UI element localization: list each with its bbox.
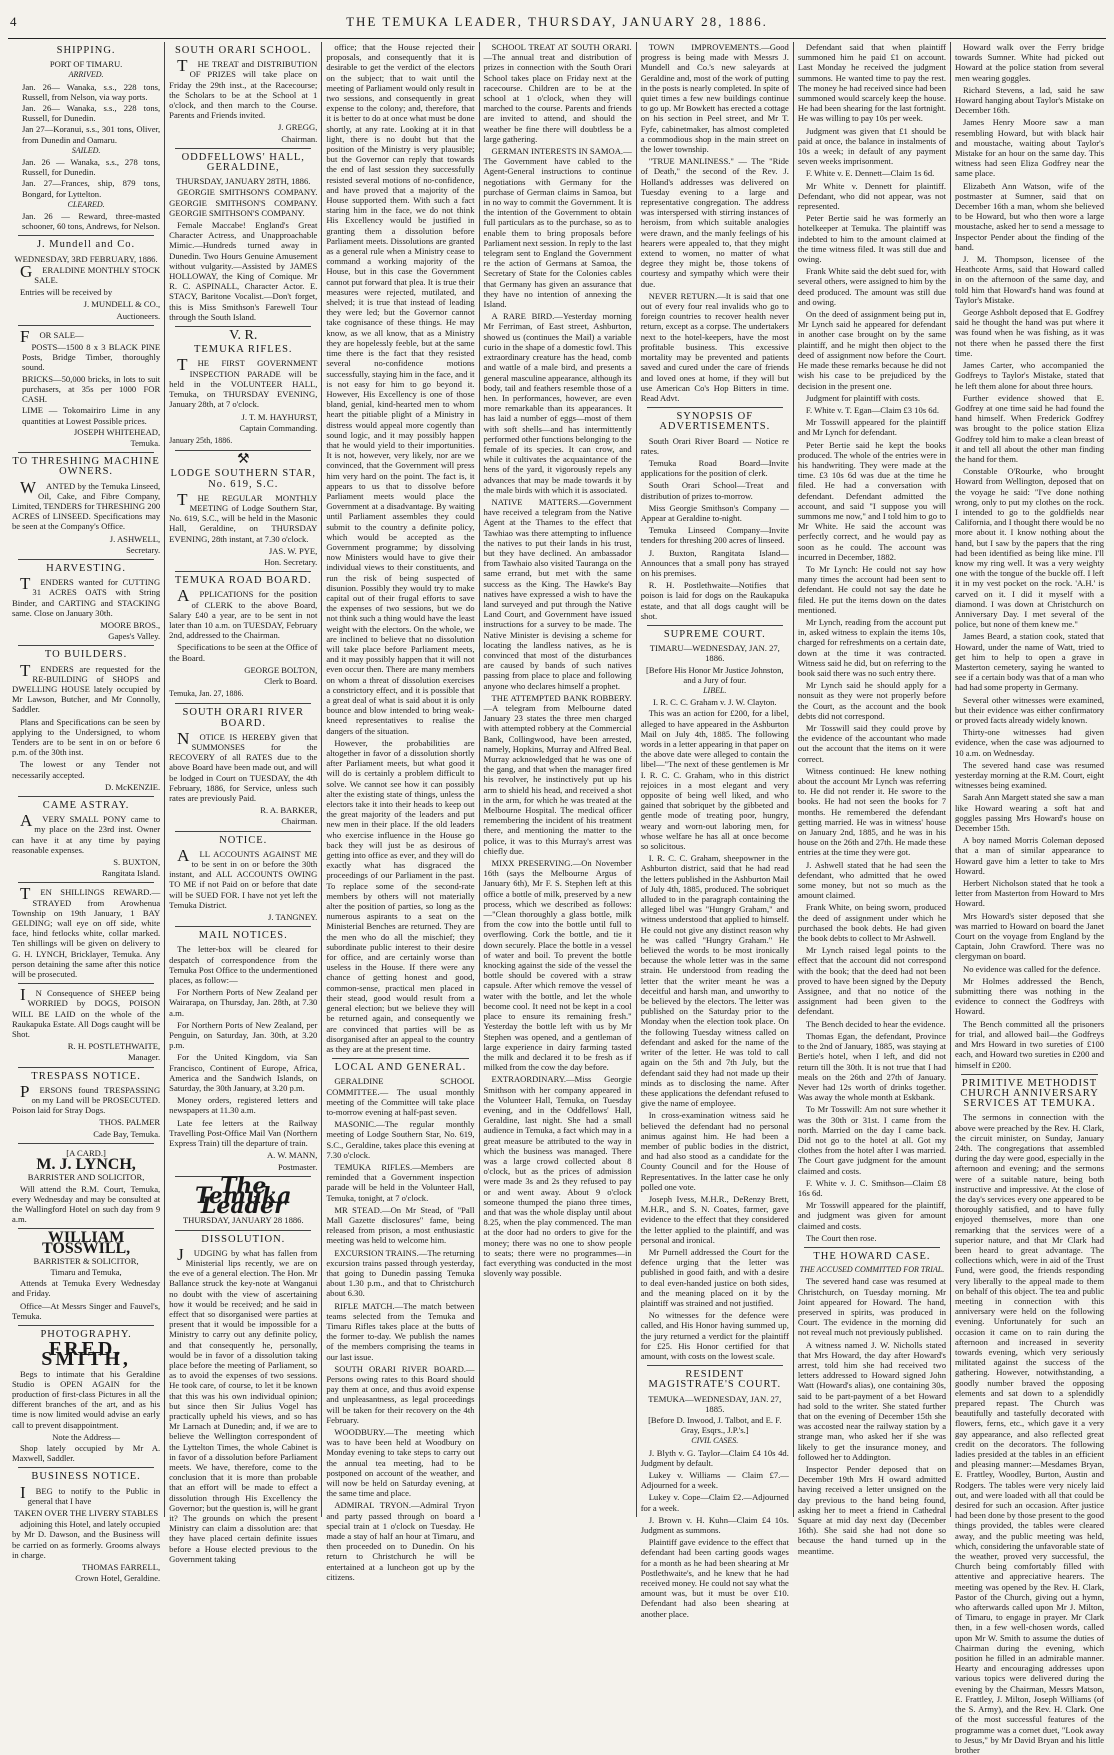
court-paragraph: On the deed of assignment being put in, Mr Lynch said he appeared for defendant in another case brought on by the same plaintiff, and he might then object to the deed of assignment now before the Court. He made these remarks because he did not wish his case to be prejudiced by the decision in the present one. [797,309,947,391]
divider [18,452,154,453]
divider [804,1247,940,1248]
photo-note: Note the Address— [52,1431,120,1442]
local-item: GERALDINE SCHOOL COMMITTEE.— The usual monthly meeting of the Committee will take place to-morrow evening at half-past seven. [326,1076,475,1117]
local-item: MR STEAD.—On Mr Stead, of "Pall Mall Gazette disclosures" fame, being released from prison, a most enthusiastic meeting was held to welcome him. [326,1204,475,1246]
tosswill-office: Office—At Messrs Singer and Fauvel's, Temuka. [12,1300,161,1321]
local-item: TEMUKA RIFLES.—Members are reminded that a Government inspection parade will be held in the Volunteer Hall, Temuka, tonight, at 7 o'clock. [326,1161,475,1203]
divider [647,1365,783,1366]
libel-body: This was an action for £200, for a libel, alleged to have appeared in the Ashburton Mail on July 4th, 1885. The following words in a letter appearing in that paper on the above date were alleged to contain the libel—"The next of these gentlemen is Mr I. R. C. C. Graham, who in this district rejoices in a most elegant and very opposite of being well liked, and who gained that sobriquet by the gibbeted and gentle mode of treating poor, hungry, weary and worn-out laboring men, for whose welfare he has all at once become so solicitous. [640,708,789,852]
news-item: MIXX PRESERVING.—On November 16th (says the Melbourne Argus of January 6th), Mr F. S. Stephen left at this office a bottle of milk, preserved by a new process, which we described as follows:—"Clean thoroughly a glass bottle, milk from the cow into the bottle until full to overflowing. Cork the bottle, and tie it down securely. Place the bottle in a vessel of water and boil. To prevent the bottle knocking against the side of the vessel the bottle should be covered with a straw capsule. After which remove the vessel of water with the bottle, and let the whole become cool. It need not be kept in a cool place to ensure its remaining fresh." Yesterday the bottle left with us by Mr Stephen was opened, and a gentleman of large experience in dairy farming tasted the milk and declared it to be fresh as if milked from the cow the day before. [483,858,632,1073]
mail-body-2: For Northern Ports of New Zealand per Wairarapa, on Thursday, Jan. 28th, at 7.30 a.m. [169,987,318,1018]
town-improvements: TOWN IMPROVEMENTS.—Good progress is being made with Messrs J. Mundell and Co.'s new saleyards at Geraldine and, most of the work of putting in the posts is nearly completed. In spite of quiet times a few new buildings continue to go up. Mr Bowkett has erected a cottage on his section in Peel street, and Mr T. Fyfe, cabinetmaker, has almost completed a commodious shop in the main street on the lower township. [640,42,789,155]
business-body: IBEG to notify to the Public in general that I have [20,1482,161,1506]
river-board-signature: R. A. BARKER, [260,805,318,816]
forsale-signature: JOSEPH WHITEHEAD, [73,426,161,437]
court-paragraph: Mr White v. Dennett for plaintiff. Defendant, who did not appear, was not represented. [797,180,947,212]
local-item: EXCURSION TRAINS.—The returning excursion trains passed through yesterday, that going to Dunedin passing Temuka about 1.30 p.m., and that to Christchurch about 6.30. [326,1247,475,1299]
column-6 [794,42,951,1556]
synopsis-item: R. H. Postlethwaite—Notifies that poison is laid for dogs on the Raukapuka estate, and that all dogs caught will be shot. [640,580,789,621]
page-header [0,0,1114,40]
newspaper-title: THE TEMUKA LEADER, THURSDAY, JANUARY 28, 1886. [346,14,768,29]
libel-body: In cross-examination witness said he believed the defendant had no personal animus against him. He had been a member of public bodies in the district, and had also stood as a candidate for the County Council and for the House of Representatives. In the latter case he only polled one vote. [640,1110,789,1192]
rm-court-before: [Before D. Inwood, J. Talbot, and E. F. Gray, Esqrs., J.P.'s.] [648,1415,782,1436]
divider [18,1143,154,1144]
libel-body: I. R. C. C. Graham, sheepowner in the Ashburton district, said that he had read the letters published in the Ashburton Mail of July 4th, 1885, produced. The sobriquet alluded to in the paragraph containing the alleged libel was "Hungry Graham," and witness understood that applied to himself. He could not give any distinct reason why he was called "Hungry Graham." He believed the words to be most ironically because the whole letter was in the same strain. He understood from reading the letter that the writer meant he was a deceitful and harsh man, and unworthy to be believed by the electors. The letter was published on the Saturday prior to the Monday when the election took place. On the following Tuesday witness called on defendant and asked for the name of the writer of the letter. He was told to call again on the 5th and 7th July, but the defendant said they had not made up their minds as to disclosing the name. After these applications the defendant refused to give the name of employee. [640,853,789,1109]
divider [18,983,154,984]
divider [18,1325,154,1326]
divider [175,831,311,832]
howard-paragraph: J. M. Thompson, licensee of the Heathcote Arms, said that Howard called in on the afternoon of the same day, and told him that Howard's hand was found at Taylor's Mistake. [955,254,1105,305]
local-item: ADMIRAL TRYON.—Admiral Tryon and party passed through on board a special train at 1 o'clock on Tuesday. He made a stay of half an hour at Timaru, and then proceeded on to Dunedin. On his return to Christchurch he will be entertained at a luncheon got up by the citizens. [326,1500,475,1582]
divider [18,1067,154,1068]
builders-signature: D. McKENZIE. [105,781,161,792]
sailed-entry: Jan. 26 — Wanaka, s.s., 278 tons, Russell, for Dunedin. [22,157,161,178]
editorial-continued-2: However, the probabilities are altogether in favor of a dissolution shortly after Parliament meets, but what good it will do is certainly a problem difficult to solve. We cannot see how it can possibly alter the existing state of things, unless the electors take it into their heads to keep out the great majority of the leaders and put new men in their place. If the old leaders who exercise influence in the House go back they will just be as desirous of getting into office as ever, and they will do exactly what has disgraced the proceedings of our Parliament in the past. To replace some of the second-rate members by others will not materially alter the position of parties, so long as the numerous aspirants to a seat on the Ministerial Benches are returned. They are the men who do all the mischief; they subordinate public interest to their desire for office, and are certainly worse than useless in the House. If there were any chance of getting honest and good, common-sense, practical men placed in their stead, good would result from a general election; but we believe they will be returned again, and consequently we are convinced that parties will be as disorganised after an appeal to the country as they are at the present time. [326,737,475,1054]
divider [332,1058,468,1059]
column-3 [322,42,479,1582]
masonic-emblem-icon: ⚒ [236,452,250,468]
howard-paragraph: Constable O'Rourke, who brought Howard from Wellington, deposed that on the voyage he said: "I've done nothing wrong, only to put my clothes on the rock. I intended to go to the goldfields near California, and I thought there would be no more about it. I know nothing about the hand, but I saw by the papers that the ring had been identified as being like mine. I'll know my ring well. It was a very weighty one with the tongue of the buckle off. I left it in my vest pocket on the rock. 'A.H.' is carved on it. I did it myself with a diamond. I was down at Christchurch on Anniversary Day. I met several of the police, but none of them knew me." [955,466,1105,630]
civil-case: J. Brown v. H. Kuhn—Claim £4 10s. Judgment as summons. [640,1514,789,1536]
court-paragraph: F. White v. E. Dennett—Claim 1s 6d. [805,168,935,179]
libel-case: I. R. C. C. Graham v. J. W. Clayton. [652,697,777,708]
trespass-place: Cade Bay, Temuka. [93,1128,161,1139]
editorial-heading: DISSOLUTION. [201,1233,286,1245]
libel-body: Mr Purnell addressed the Court for the defence urging that the letter was published in good faith, and with a desire to deal even-handed justice on both sides, and the meaning placed on it by the plaintiff was strained and not justified. [640,1246,789,1308]
rm-court-heading: RESIDENT MAGISTRATE'S COURT. [648,1369,782,1391]
header-rule [8,38,1106,39]
mundell-entries: Entries will be received by [20,287,113,298]
howard-paragraph: George Ashbolt deposed that E. Godfrey said he thought the hand was put where it was found when he was fishing, as it was not there when he passed there the first time. [955,307,1105,358]
oddfellows-date: THURSDAY, JANUARY 28TH, 1886. [176,176,311,187]
tosswill-body: Attends at Temuka Every Wednesday and Friday. [12,1278,161,1299]
methodist-paragraph: The sermons in connection with the above were preached by the Rev. H. Clark, the circuit minister, on Sunday, January 24th. The congregations that assembled during the day were good, especially in the afternoon and evening; and the sermons were of a suitable nature, being both instructive and impressive. At the close of the day's services every one appeared to be thoroughly satisfied, and to have fully enjoyed themselves, more than one remarking that the services were of a superior nature, and that Mr Clark had been heard to great advantage. The collections which, were in aid of the Trust Fund, were good, the friends responding very liberally to the appeal made to them on behalf of this object. The tea and public meeting in connection with this anniversary were held on the following evening. Unfortunately for such an occasion it came on to rain during the afternoon and increased in severity towards evening, which very seriously militated against the success of the gathering. However, notwithstanding, a goodly number braved the opposing elements and sat down to a splendidly prepared repast. The Church was beautifully and tastefully decorated with flowers, ferns, etc., which gave it a very gay appearance, and also reflected great credit on the decorators. The following ladies presided at the tables in an efficient and pleasing manner:—Mesdames Bryan, E. Frattley, Woodley, Burton, Austin and Rodgers. The tables were very nicely laid out, and were loaded with all that could be desired for such an occasion. After justice had been done by those present to the good things provided, the tables were cleared away, and the public meeting was held, which, considering the unfavorable state of the weather, proved very successful, the Church being comfortably filled with attentive and appreciative hearers. The meeting was opened by the Rev. H. Clark, Pastor of the Church, giving out a hymn, who afterwards called upon Mr J. Milton, of Timaru, to engage in prayer. Mr Clark then, in a few well-chosen words, called upon Mr W. Smith to assume the duties of Chairman during the evening, which position he filled in an admirable manner. Hearty and encouraging addresses upon various topics were delivered during the evening by the Chairman, Messrs Matson, E. Frattley, J. Milton, Joseph Williams (of the S. Army), and the Rev. H. Clark. One of the most successful features of the programme was a cornet duet, "Look away to Jesus," by Mr David Bryan and his little brother [955,1112,1105,1755]
lodge-heading: LODGE SOUTHERN STAR, No. 619, S.C. [170,468,316,490]
tosswill-role: BARRISTER & SOLICITOR, [33,1255,139,1266]
divider [18,882,154,883]
road-board-body: APPLICATIONS for the position of CLERK to the above Board, Salary £40 a year, are to be sent in not later than 10 a.m. on TUESDAY, February 2nd, addressed to the Chairman. [169,586,318,641]
court-paragraph: To Mr Lynch: He could not say how many times the account had been sent to defendant. He could not say the date he filed. He put the items down on the dates mentioned. [797,563,947,615]
howard-paragraph: James Carter, who accompanied the Godfreys to Taylor's Mistake, stated that he left them alone for about three hours. [955,360,1105,391]
rifles-signature: J. T. M. HAYHURST, [241,411,318,422]
editorial-continued: office; that the House rejected their proposals, and consequently that it is desirable to get the verdict of the electors on the subject; that to wait until the meeting of Parliament would only result in two sessions, and consequently in great expense to the colony; and, therefore, that it is better to do at once what must be done shortly, at any rate. Looking at it in that light, there is no doubt but that the position of the Ministry is very plausible; but the Governor can reply that towards the end of last session they successfully resisted several motions of no-confidence, and have proved that a majority of the House supported them. With such a fact staring him in the face, we do not think His Excellency would be justified in granting them a dissolution before Parliament meets. Dissolutions are granted as a general rule when a Ministry cease to command a working majority of the House, but in this case the Government cannot put forward that plea. It is true their measures were rejected, mutilated, and shelved; it is true that instead of leading they were led; but the Governor cannot take cognisance of these things. He may know, as we all know, that as a Ministry they are hopelessly feeble, but at the same time there is the fact that they resisted several no-confidence motions successfully, staying him in the face, and it is not easy for him to go beyond it. However, His Excellency is one of those bland, genial, kind-hearted men to whom heart the pitiable plight of a Ministry in distress would appeal more cogently than sound logic, and it may possibly happen that he would yield to their importunities. It is not, however, very likely, nor are we convinced, that the Government will press him very hard on the point. The fact is, it appears to us that to dissolve before Parliament meets would place the Government at a disadvantage. By waiting until Parliament assembles they could submit to the country a definite policy, which would be accepted as the Government programme; by dissolving now Ministers would have to give their individual views to their constituents, and run the risk of being suspected of disunion. Possibly they would try to make capital out of their frugal efforts to save the expenses of two sessions, but we do not think such a thing would have the least weight with the electors. On the whole, we are inclined to believe that no dissolution will take place before Parliament meets, and it may possibly happen that it will not even occur then. There are many members on whom a threat of dissolution exercises a constrictory effect, and it is possible that a great deal of what is said about it is only bounce and blow intended to bring weak-kneed representatives to realise the dangers of the situation. [326,42,475,736]
howard-paragraph: Inspector Pender deposed that on December 19th Mrs H oward admitted having received a letter unsigned on the day previous to the hand being found, asking her to meet a friend in Cathedral Square at mid day next day (December 16th). She said she had not done so because the hand turned up in the meantime. [797,1464,947,1556]
harvesting-heading: HARVESTING. [46,562,127,574]
river-board-body: NOTICE IS HEREBY given that SUMMONSES for the RECOVERY of all RATES due to the above Board have been made out, and will be lodged in Court on TUESDAY, the 4th February, 1886, for Service, unless such rates are previously Paid. [169,728,318,803]
court-paragraph: Defendant said that when plaintiff summoned him he paid £1 on account. Last Monday he received the judgment summons. He wanted time to pay the rest. The money he had received since had been summoned would scarcely keep the house. He had been shearing for the last fortnight. He was willing to pay 10s per week. [797,42,947,124]
builders-body-3: The lowest or any Tender not necessarily accepted. [12,759,161,780]
court-paragraph: Thomas Egan, the defendant, Province to the 2nd of January, 1885, was staying at Bertie's hotel, when I left, and did not return till the 30th. It is not true that I had meals on the 26th and 27th of January. Never had 12s worth of drinks together. Was away the whole month at Eskbank. [797,1030,947,1103]
court-paragraph: Judgment was given that £1 should be paid at once, the balance in instalments of 10s a week; in default of any payment seven weeks imprisonment. [797,125,947,167]
builders-body: TENDERS are requested for the RE-BUILDING of SHOPS and DWELLING HOUSE lately occupied by Mr Lawson, Butcher, and Mr Connolly, Saddler. [12,660,161,715]
howard-paragraph: Mr Holmes addressed the Bench, submitting there was nothing in the evidence to connect the Godfreys with Howard. [955,975,1105,1017]
civil-case: Lukey v. Williams — Claim £7.— Adjourned for a week. [640,1470,789,1491]
divider [175,926,311,927]
mundell-role: Auctioneers. [116,310,161,321]
column-1 [8,42,165,1584]
divider [175,1230,311,1231]
business-signature: THOMAS FARRELL, [82,1562,161,1572]
oddfellows-body-2: Female Maccabe! England's Great Character Actress, and Unapproachable Mimic.—Hundreds turned away in Dunedin. Two Hours Genuine Amusement without vulgarity.—Assisted by JAMES HOLLOWAY, the King of Comique. Mr R. C. ASPINALL, Character Actor. E. STACY, Baritone Vocalist.—Don't forget, this is Miss Smithson's Farewell Tour through the South Island. [169,220,318,322]
sheep-signature: R. H. POSTLETHWAITE, [67,1041,161,1052]
court-paragraph: Mr Lynch, reading from the account put in, asked witness to explain the items 10s, charged for refreshments on a certain date, down at the time it was contracted. Witness said he did, but on referring to the book said there was no such entry there. [797,616,947,678]
howard-subheading: THE ACCUSED COMMITTED FOR TRIAL. [799,1265,945,1275]
forsale-item: BRICKS—50,000 bricks, in lots to suit purchasers, at 35s per 1000 FOR CASH. [22,373,161,405]
business-body-3: adjoining this Hotel, and lately occupied by Mr D. Dawson, and the Business will be carried on as formerly. Grooms always in charge. [12,1519,161,1560]
notice-body: ALL ACCOUNTS AGAINST ME to be sent in on or before the 30th instant, and ALL ACCOUNTS OWING TO ME if not Paid on or before that date will be SUED FOR. I have not yet left the Temuka District. [169,845,318,910]
arrival-entry: Jan 27—Koranui, s.s., 301 tons, Oliver, from Dunedin and Oamaru. [22,124,161,145]
howard-heading: THE HOWARD CASE. [813,1250,931,1262]
howard-paragraph: Richard Stevens, a lad, said he saw Howard hanging about Taylor's Mistake on December 16th. [955,84,1105,116]
astray-heading: CAME ASTRAY. [42,800,130,811]
oddfellows-body: GEORGIE SMITHSON'S COMPANY. GEORGIE SMITHSON'S COMPANY. GEORGIE SMITHSON'S COMPANY. [169,187,318,218]
rifles-date: January 25th, 1886. [169,435,233,445]
court-paragraph: Mr Tosswill said they could prove by the evidence of the accountant who made out the account that the items on it were correct. [797,723,947,764]
leader-masthead: The Temuka Leader [194,1172,292,1220]
synopsis-item: Temuka Road Board—Invite applications for the position of clerk. [640,457,789,479]
columns [8,42,1108,1755]
cleared-label: CLEARED. [67,199,105,209]
divider [18,559,154,560]
mundell-heading: J. Mundell and Co. [36,239,136,251]
court-paragraph: To Mr Tosswill: Am not sure whether it was the 30th or 31st. I came from the north. Married on the day I came back. Did not go to the hotel at all. Got my clothes from the hotel after I was married. The Court gave judgment for the amount claimed and costs. [797,1104,947,1176]
divider [18,325,154,326]
howard-paragraph: Howard walk over the Ferry bridge towards Sumner. White had picked out Howard at the police station from several men wearing goggles. [955,42,1105,83]
harvesting-signature: MOORE BROS., [100,619,161,630]
photo-address: Shop lately occupied by Mr A. Maxwell, Saddler. [12,1442,161,1464]
mail-body-4: For the United Kingdom, via San Francisco, Continent of Europe, Africa, America and the Sandwich Islands, on Saturday, the 30th January, at 3.20 p.m. [169,1052,318,1094]
rifles-role: Captain Commanding. [239,422,318,433]
mail-body-3: For Northern Ports of New Zealand, per Penguin, on Saturday, Jan. 30th, at 3.20 p.m. [169,1019,318,1051]
river-board-heading: SOUTH ORARI RIVER BOARD. [182,707,304,729]
supreme-court-before: [Before His Honor Mr Justice Johnston, and a Jury of four. [646,664,784,685]
howard-paragraph: The severed hand case was resumed yesterday morning at the R.M. Court, eight witnesses being examined. [955,759,1105,791]
rm-body: Plaintiff gave evidence to the effect that defendant had been carting goods wages for a month as he had been shearing at Mr Postlethwaite's, and he knew that he had received money. He could not say what the amount was, but it must be over £10. Defendant had also been shearing at another place. [640,1537,789,1619]
page-number: 4 [10,14,17,29]
arrived-label: ARRIVED. [68,70,104,80]
road-board-role: Clerk to Board. [264,675,318,686]
arrival-entry: Jan. 26— Wanaka, s.s., 228 tons, Russell, from Nelson, via way ports. [22,81,161,102]
photo-name: FRED. SMITH, [41,1338,131,1371]
sheep-role: Manager. [127,1052,161,1063]
notice-heading: NOTICE. [219,834,268,846]
news-item: EXTRAORDINARY.—Miss Georgie Smithson with her company appeared in the Volunteer Hall, Temuka, on Tuesday evening, and in the Oddfellows' Hall, Geraldine, last night. She had a small audience in Temuka, a fact which may in a great measure be attributed to the way in which the business was managed. There was a large crowd collected about 8 o'clock, but as the prices of admission were made 3s and 2s they refused to pay or and went away. About 9 o'clock someone thumped the piano three times, and that was the whole display until about 8.25, when the play commenced. The man at the door had no orders to give for the money; there was no one to show people to seats; there were no programmes—in fact everything was conducted in the most slovenly way possible. [483,1074,632,1279]
local-item: MASONIC.—The regular monthly meeting of Lodge Southern Star, No. 619, S.C., Geraldine, takes place this evening at 7.30 o'clock. [326,1119,475,1160]
howard-paragraph: Thirty-one witnesses had given evidence, when the case was adjourned to 10 a.m. on Wednesday. [955,727,1105,758]
court-paragraph: F. White v. T. Egan—Claim £3 10s 6d. [805,404,940,415]
divider [647,625,783,626]
column-4 [480,42,637,1517]
shipping-heading: SHIPPING. [56,45,116,56]
divider [175,148,311,149]
lynch-body: Will attend the R.M. Court, Temuka, every Wednesday and may be consulted at the Wallingford Hotel on such day from 9 a.m. [12,1183,161,1225]
news-item: THE ATTEMPTED BANK ROBBERY.—A telegram from Melbourne dated January 23 states the three men charged with attempted robbery at the Commercial Bank, Collingwood, have been arrested, namely, Hopkins, Murray and Alfred Beal. Murray acknowledged that he was one of the gang, and that when the manager fired his revolver, he instinctively put up his arm to shield his head, and received a shot in the arm, for which he was treated at the Melbourne Hospital. The medical officer remembering the incident of his treatment there, and mentioning the matter to the police, it was to this Murray's arrest was chiefly due. [483,692,632,856]
court-paragraph: Mr Lynch said he should apply for a nonsuit as they were not properly before the Court, as the account and the book debts did not correspond. [797,680,947,721]
supreme-court-heading: SUPREME COURT. [663,628,766,640]
lynch-role: BARRISTER AND SOLICITOR, [27,1172,145,1183]
mundell-date: WEDNESDAY, 3RD FEBRUARY, 1886. [14,253,158,264]
orari-school-heading: SOUTH ORARI SCHOOL. [174,45,312,56]
howard-paragraph: No evidence was called for the defence. [963,963,1101,974]
local-item: RIFLE MATCH.—The match between teams selected from the Temuka and Timaru Rifles takes place at the butts of the former to-day. We publish the names of the members comprising the teams in our last issue. [326,1300,475,1362]
sailed-label: SAILED. [71,145,101,155]
card-label: [A CARD.] [66,1147,106,1158]
synopsis-item: Miss Georgie Smithson's Company — Appear at Geraldine to-night. [640,502,789,523]
road-board-body-2: Specifications to be seen at the Office of the Board. [169,642,318,663]
court-paragraph: Peter Bertie said he kept the books produced. The whole of the entries were in his handwriting. They were made at the time. £3 10s 6d was due at the time he filed. He had a conversation with defendant. Defendant admitted the account, and said "I suppose you will summons me now," and I told him to go to Mr White. He said the account was perfectly correct, and he would pay as soon as he could. The account was incurred in December, 1882. [797,439,947,562]
mail-role: Postmaster. [277,1161,318,1172]
court-paragraph: Mr Lynch raised legal points to the effect that the account did not correspond with the book; that the deed had not been proved to have been signed by the Deputy Assignee, and that no notice of the assignment had been given to the defendant. [797,945,947,1017]
local-item: SOUTH ORARI RIVER BOARD.—Persons owing rates to this Board should pay them at once, and thus avoid expense and unpleasantness, as legal proceedings will be taken for their recovery on the 4th February. [326,1363,475,1425]
howard-paragraph: A boy named Morris Coleman deposed that a man of similar appearance to Howard gave him a letter to take to Mrs Howard. [955,835,1105,876]
civil-case: Lukey v. Cope—Claim £2.—Adjourned for a week. [640,1492,789,1513]
road-board-signature: GEORGE BOLTON, [244,664,318,675]
astray-body: AVERY SMALL PONY came to my place on the 23rd inst. Owner can have it at any time by paying reasonable expenses. [12,811,161,855]
forsale-item: LIME — Tokomairiro Lime in any quantities at Lowest Possible prices. [22,405,161,426]
true-manliness: "TRUE MANLINESS." — The "Ride of Death," the second of the Rev. J. Holland's addresses was delivered on Tuesday evening to a large and representative congregation. The address was interspersed with stirring instances of heroism, from which suitable analogies were drawn, and the manly feelings of his hearers were appealed to, that they might extend to women, no matter of what degree they might be, those tokens of courtesy and sympathy which were their due. [640,156,789,289]
howard-paragraph: The severed hand case was resumed at Christchurch, on Tuesday morning. Mr Joint appeared for Howard. The hand, preserved in spirits, was produced in Court. The evidence in the morning did not reveal much not previously published. [797,1276,947,1338]
court-paragraph: J. Ashwell stated that he had seen the defendant, who admitted that he owed some money, but not so much as the amount claimed. [797,859,947,901]
oddfellows-heading: ODDFELLOWS' HALL, GERALDINE, [181,151,305,174]
mail-body-6: Late fee letters at the Railway Travelling Post-Office Mail Van (Northern Express Train) till the departure of train. [169,1117,318,1149]
lodge-role: Hon. Secretary. [264,556,318,567]
rifles-heading: TEMUKA RIFLES. [193,344,293,356]
howard-paragraph: James Henry Moore saw a man resembling Howard, but with black hair and moustache, waiting about Taylor's Mistake for an hour on the same day. This witness had seen Eliza Godfrey near the same place. [955,117,1105,179]
orari-school-signature: J. GREGG, [277,122,318,133]
threshing-body: WANTED by the Temuka Linseed, Oil, Cake, and Fibre Company, Limited, TENDERS for THRESHING 200 ACRES of LINSEED. Specifications may be seen at the Company's Office. [12,477,161,532]
photo-heading: PHOTOGRAPHY. [40,1328,132,1340]
howard-paragraph: Elizabeth Ann Watson, wife of the postmaster at Sumner, said that on December 16th a man, whom she believed to be Howard, but who then wore a large moustache, asked her to send a message to Inspector Pender about the finding of the hand. [955,180,1105,252]
divider [175,326,311,327]
mail-signature: A. W. MANN, [266,1150,318,1161]
lodge-body: THE REGULAR MONTHLY MEETING of Lodge Southern Star, No. 619, S.C., will be held in the Masonic Hall, Geraldine, on THURSDAY EVENING, 28th instant, at 7.30 o'clock. [169,489,318,544]
mundell-signature: J. MUNDELL & CO., [83,299,161,310]
synopsis-heading: SYNOPSIS OF ADVERTISEMENTS. [659,411,771,433]
port-label: PORT OF TIMARU. [49,59,123,70]
leader-date: THURSDAY, JANUARY 28 1886. [182,1215,304,1226]
howard-paragraph: Several other witnesses were examined, but their evidence was either confirmatory or proved facts already widely known. [955,694,1105,725]
divider [18,235,154,236]
news-item: GERMAN INTERESTS IN SAMOA.— The Government have cabled to the Agent-General instructions to continue negotiations with Germany for the purchase of German claims in Samoa, but in no way to commit the Government. It is the intention of the Government to obtain full particulars as to the purchase, so as to enable them to bring proposals before Parliament next session. In reply to the last telegram sent to England the Government re the action of Germans at Samoa, the Secretary of State for the Colonies cables that Germany has given an assurance that they have no intention of annexing the Island. [483,146,632,310]
lynch-name: M. J. LYNCH, [36,1156,136,1174]
howard-paragraph: James Beard, a station cook, stated that Howard, under the name of Watt, tried to get him to help to open a grave in Masterton cemetery, saying he wanted to see if a certain body was that of a man who had had some property in Germany. [955,631,1105,693]
mundell-body: GERALDINE MONTHLY STOCK SALE. [20,261,161,286]
sheep-body: IN Consequence of SHEEP being WORRIED by DOGS, POISON WILL BE LAID on the whole of the Raukapuka Estate. All Dogs caught will be Shot. [12,985,161,1040]
court-paragraph: Frank White said the debt sued for, with several others, were assigned to him by the deed produced. The amount was still due and owing. [797,266,947,307]
astray-signature: S. BUXTON, [113,857,161,868]
tosswill-place: Timaru and Temuka, [50,1266,122,1277]
synopsis-item: South Orari School—Treat and distribution of prizes to-morrow. [640,480,789,501]
civil-cases-heading: CIVIL CASES. [691,1436,739,1446]
editorial-body: JUDGING by what has fallen from Ministerial lips recently, we are on the eve of a general election. The Hon. Mr Ballance struck the key-note at Wanganui no doubt with the view of ascertaining how it would be received; and he said in effect that so disorganised were parties at present that it would be impossible for a Ministry to carry out any definite policy, and that consequently he, personally, would be in favor of a dissolution taking place before the meeting of Parliament, so as to avoid the expenses of two sessions. He took care, of course, to let it be known that this was his own individual opinion; but since then Sir Julius Vogel has practically upheld his views, and so has Mr Larnach at Dunedin; and, if we are to believe the Wellington correspondent of the Lyttelton Times, the whole Cabinet is in favor of a dissolution before Parliament meets. We have, therefore, come to the conclusion that it is more than probable that an effort will be made to effect a dissolution through His Excellency the Governor; but the question is, will he grant it? The grounds on which the present Ministry can claim a dissolution are: that they have placed certain definite issues before a House elected previous to the Government taking [169,1244,318,1564]
synopsis-item: Temuka Linseed Company—Invite tenders for threshing 200 acres of linseed. [640,525,789,546]
news-item: SCHOOL TREAT AT SOUTH ORARI.—The annual treat and distribution of prizes in connection with the South Orari School takes place on Friday next at the racecourse. Children are to be at the school at 1 o'clock, when they will marched to the course. Parents and friends are invited to attend, and should the weather be fine there will doubtless be a large gathering. [483,42,632,144]
divider [175,703,311,704]
builders-heading: TO BUILDERS. [44,649,128,661]
news-item: NATIVE MATTERS.—Government have received a telegram from the Native Agent at the Thames to the effect that Tawhiao was there attempting to influence the natives to put their lands in his trust, but they have declined. An ambassador from Tawhaio also visited Tauranga on the same errand, but met with the same success as the King. The Hawke's Bay natives have expressed a wish to have the land surveyed and put through the Native Land Court, and Government have issued instructions for a survey to be made. The Native Minister is devising a scheme for locating the landless natives, as he is convinced that most of the disturbances are caused by bands of such natives passing from place to place and following anyone who declares himself a prophet. [483,496,632,691]
trespass-signature: THOS. PALMER [99,1117,161,1128]
synopsis-item: J. Buxton, Rangitata Island—Announces that a small pony has strayed on his premises. [640,547,789,578]
court-paragraph: Witness continued: He knew nothing about the account Mr Lynch was referring to. He did not render it. He swore to the books. He had not seen the books for 7 months. He remembered the defendant getting married. He was in witness' house on January 2nd, 1885, and he was in his house on the 26th and 27th. He made these entries at the time they were got. [797,765,947,858]
local-item: WOODBURY.—The meeting which was to have been held at Woodbury on Monday evening to take steps to carry out the annual tea meeting, had to be postponed on account of the weather, and will now be held on Saturday evening, at the same time and place. [326,1427,475,1499]
court-paragraph: The Court then rose. [805,1232,877,1243]
cleared-entry: Jan. 26 — Reward, three-masted schooner, 60 tons, Andrews, for Nelson. [22,211,161,232]
divider [18,1467,154,1468]
column-5 [637,42,794,1619]
divider [175,450,311,451]
orari-school-role: Chairman. [281,133,318,144]
divider [175,571,311,572]
column-7 [951,42,1108,1755]
synopsis-item: South Orari River Board — Notice re rates. [640,435,789,456]
photo-body: Begs to intimate that his Geraldine Studio is OPEN AGAIN for the production of first-class Pictures in all the different branches of the art, and as his time is now limited would advise an early call to prevent disappointment. [12,1368,161,1430]
rm-court-date: TEMUKA—WEDNESDAY, JAN. 27, 1885. [648,1393,782,1414]
trespass-heading: TRESPASS NOTICE. [31,1070,141,1082]
howard-paragraph: Sarah Ann Margett stated she saw a man like Howard wearing a soft hat and goggles passing Mrs Howard's house on December 15th. [955,792,1105,834]
tosswill-name: WILLIAM TOSSWILL, [41,1229,131,1257]
methodist-heading: PRIMITIVE METHODIST CHURCH ANNIVERSARY SERVICES AT TEMUKA. [960,1077,1099,1110]
rifles-body: THE FIRST GOVERNMENT INSPECTION PARADE will be held in the VOLUNTEER HALL, Temuka, on THURSDAY EVENING, January 28th, at 7 o'clock. [169,355,318,410]
reward-body: TEN SHILLINGS REWARD.— STRAYED from Arowhenua Township on 19th January, 1 BAY GELDING; wall eye on off side, white face, hind fetlocks white, collar marked. Ten shillings will be given on delivery to G. H. LYNCH, Bricklayer, Temuka. Any person detaining the same after this notice will be prosecuted. [12,884,161,980]
court-paragraph: F. White v. J. C. Smithson—Claim £8 16s 6d. [797,1177,947,1198]
business-body-2: TAKEN OVER THE LIVERY STABLES [13,1507,159,1518]
divider [18,796,154,797]
business-heading: BUSINESS NOTICE. [31,1471,141,1483]
howard-paragraph: Further evidence showed that E. Godfrey at one time said he had found the hand himself. When Frederick Godfrey was brought to the police station Eliza Godfrey told him to make a clean breast of it and tell all about the other man finding the hand for them. [955,392,1105,464]
trespass-body: PERSONS found TRESPASSING on my Land will be PROSECUTED. Poison laid for Stray Dogs. [12,1081,161,1116]
libel-body: No witnesses for the defence were called, and His Honor having summed up, the jury returned a verdict for the plaintiff for £25. His Honor certified for that amount, with costs on the lowest scale. [640,1310,789,1361]
supreme-court-date: TIMARU—WEDNESDAY, JAN. 27, 1886. [649,643,780,664]
court-paragraph: Frank White, on being sworn, produced the deed of assignment under which he purchased the book debts. He had given the book debts to collect to Mr Ashwell. [797,902,947,944]
mail-heading: MAIL NOTICES. [198,930,288,942]
forsale-item: POSTS—1500 8 x 3 BLACK PINE Posts, Bridge Timber, thoroughly sound. [22,342,161,373]
court-paragraph: Peter Bertie said he was formerly an hotelkeeper at Temuka. The plaintiff was indebted to him to the amount claimed at the time witness filed. It was still due and owing. [797,213,947,265]
harvesting-place: Gapes's Valley. [108,631,161,642]
business-place: Crown Hotel, Geraldine. [75,1573,161,1584]
never-returns: NEVER RETURN.—It is said that one out of every four real invalids who go to foreign countries to recover health never return, except as a corpse. The undertakers next to the hotel-keepers, have the most profitable business. This excessive mortality may be prevented and patients saved and cured under the care of friends and loved ones at home, if they will but use American Co's Hop Bitters in time. Read Advt. [640,290,789,403]
mail-body: The letter-box will be cleared for despatch of correspondence from the Temuka Post Office to the undermentioned places, as follow:— [169,944,318,986]
road-board-heading: TEMUKA ROAD BOARD. [174,575,312,587]
forsale-place: Temuka. [130,437,161,448]
howard-paragraph: Mrs Howard's sister deposed that she was married to Howard on board the Janet Court on the voyage from England by the Captain, John Crawford. There was no clergyman on board. [955,910,1105,962]
howard-paragraph: Herbert Nicholson stated that he took a letter from Masterton from Howard to Mrs Howard. [955,878,1105,909]
divider [647,407,783,408]
lodge-signature: JAS. W. PYE, [268,545,318,556]
howard-paragraph: The Bench committed all the prisoners for trial, and allowed bail—the Godfreys and Mrs Howard in two sureties of £100 each, and Howard two sureties in £200 and himself in £200. [955,1018,1105,1070]
threshing-heading: TO THRESHING MACHINE OWNERS. [12,456,160,478]
civil-case: J. Blyth v. G. Taylor—Claim £4 10s 4d. Judgment by default. [640,1447,789,1468]
howard-paragraph: A witness named J. W. Nicholls stated that Mrs Howard, the day after Howard's arrest, told him she had received two letters addressed to Howard signed John Watt (Howard's alias), one containing 30s, said to be part-payment of a bet Howard had sold to the writer. She stated further that on the evening of December 15th she was accosted near the railway station by a strange man, who asked her if she was likely to get the insurance money, and followed her to Addington. [797,1339,947,1462]
threshing-role: Secretary. [126,544,161,555]
river-board-role: Chairman. [281,816,318,827]
arrival-entry: Jan. 26— Wanaka, s.s., 228 tons, Russell, for Dunedin. [22,103,161,124]
astray-place: Rangitata Island. [101,868,161,879]
column-2 [165,42,322,1564]
news-item: A RARE BIRD.—Yesterday morning Mr Ferriman, of East street, Ashburton, showed us (continues the Mail) a variable curio in the shape of a domestic fowl. This extraordinary creature has the head, comb and wattle of a male bird, and presents a general masculine appearance, although its body, tail and feathers resemble those of a hen. In performances, however, are even more remarkable than its appearances. It has laid a number of eggs—most of them with soft shells—and has intermittently performed other functions belonging to the female of its species. It can crow, and while it cultivates the acquaintance of the hens of the yard, it vigorously repels any advances that may be made towards it by the male birds with which it is associated. [483,311,632,495]
harvesting-body: TENDERS wanted for CUTTING 31 ACRES OATS with String Binder, and CARTING and STACKING same. Close on January 30th. [12,574,161,618]
sailed-entry: Jan. 27—Frances, ship, 879 tons, Bongard, for Lyttelton. [22,178,161,199]
forsale-heading: FOR SALE— [20,326,84,346]
court-paragraph: Judgment for plaintiff with costs. [805,392,921,403]
court-paragraph: Mr Tosswill appeared for the plaintiff and Mr Lynch for defendant. [797,417,947,438]
divider [961,1074,1098,1075]
local-general-heading: LOCAL AND GENERAL. [334,1062,467,1074]
road-board-date: Temuka, Jan. 27, 1886. [169,689,244,699]
divider [18,645,154,646]
libel-heading: LIBEL. [703,685,727,695]
notice-signature: J. TANGNEY. [267,912,318,923]
mail-body-5: Money orders, registered letters and newspapers at 11.30 a.m. [169,1095,318,1116]
libel-body: Joseph Ivess, M.H.R., DeRenzy Brett, M.H.R., and S. N. Coates, farmer, gave evidence to the effect that they considered the letter applied to the plaintiff, and was personal and ironical. [640,1193,789,1245]
orari-school-body: THE TREAT and DISTRIBUTION OF PRIZES will take place on Friday the 29th inst., at the Racecourse; the Scholars to be at the School at 1 o'clock, and then march to the Course. Parents and Friends invited. [169,56,318,121]
court-paragraph: Mr Tosswill appeared for the plaintiff, and judgment was given for amount claimed and costs. [797,1200,947,1231]
builders-body-2: Plans and Specifications can be seen by applying to the Undersigned, to whom Tenders are to be sent in on or before 6 p.m. of the 30th inst. [12,716,161,758]
threshing-signature: J. ASHWELL, [109,533,161,544]
court-paragraph: The Bench decided to hear the evidence. [805,1018,946,1029]
vr-label: V. R. [229,328,258,344]
